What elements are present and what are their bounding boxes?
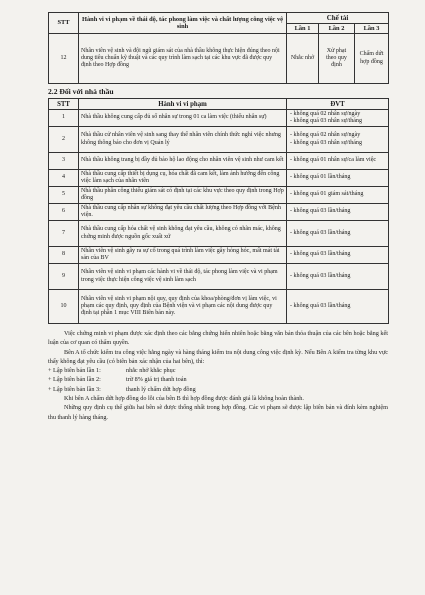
row-stt: 5 (49, 187, 79, 204)
header-time-2: Lần 2 (319, 24, 355, 34)
row-stt: 1 (49, 110, 79, 127)
table-row (49, 170, 389, 187)
table-row (49, 110, 389, 127)
paragraph-agreement: Những quy định cụ thể giữa hai bên sẽ được thống nhất trong hợp đồng. Các vi phạm sẽ được lập biên bản và đính kèm nghiệm thu thanh lý hàng tháng. (48, 404, 388, 421)
table-row (49, 290, 389, 324)
row-unit: - không quá 01 nhân sự/ca làm việc (287, 153, 389, 170)
row-unit: - không quá 03 lần/tháng (287, 290, 389, 324)
row-stt: 9 (49, 264, 79, 290)
paragraph-proof: Việc chứng minh vi phạm được xác định theo các bằng chứng hiển nhiên hoặc bằng văn bản thỏa thuận của các bên hoặc bằng kết luận của cơ quan có thẩm quyền. (48, 330, 388, 347)
table-row (49, 264, 389, 290)
row-stt: 3 (49, 153, 79, 170)
row-unit: - không quá 03 lần/tháng (287, 221, 389, 247)
list-item-value: trừ 8% giá trị thanh toán (126, 376, 187, 384)
header-time-3: Lần 3 (355, 24, 389, 34)
row-stt: 8 (49, 247, 79, 264)
document-page (48, 12, 388, 422)
header-violation: Hành vi vi phạm về thái độ, tác phong làm việc và chất lượng công việc vệ sinh (79, 13, 287, 34)
row-unit: - không quá 02 nhân sự/ngày - không quá 03 nhân sự/tháng (287, 127, 389, 153)
list-item-value: nhắc nhở khắc phục (126, 367, 176, 375)
row-violation: Nhà thầu phân công thiếu giám sát có định tại các khu vực theo quy định trong Hợp đồng (79, 187, 287, 204)
list-item (48, 385, 388, 394)
table-row (49, 153, 389, 170)
row-violation: Nhà thầu không trang bị đầy đủ bảo hộ lao động cho nhân viên vệ sinh như cam kết (79, 153, 287, 170)
penalty-3: Chấm dứt hợp đồng (355, 34, 389, 84)
table-row (49, 127, 389, 153)
header-unit: ĐVT (287, 99, 389, 110)
row-stt: 4 (49, 170, 79, 187)
table-row (49, 204, 389, 221)
list-item-value: thanh lý chấm dứt hợp đồng (126, 385, 196, 393)
penalty-table (48, 12, 389, 84)
list-item-label: + Lập biên bản lần 1: (48, 367, 101, 375)
row-unit: - không quá 01 giám sát/tháng (287, 187, 389, 204)
row-violation: Nhân viên vệ sinh gây ra sự cố trong quá trình làm việc gây hỏng hóc, mất mát tài sản của BV (79, 247, 287, 264)
record-list (48, 366, 388, 394)
row-unit: - không quá 03 lần/tháng (287, 264, 389, 290)
row-violation: Nhà thầu cung cấp nhân sự không đạt yêu cầu chất lượng theo Hợp đồng với Bệnh viện. (79, 204, 287, 221)
table-row (49, 221, 389, 247)
row-stt: 6 (49, 204, 79, 221)
row-violation: Nhà thầu không cung cấp đủ số nhân sự trong 01 ca làm việc (thiếu nhân sự) (79, 110, 287, 127)
table-row (49, 34, 389, 84)
header-time-1: Lần 1 (287, 24, 319, 34)
penalty-1: Nhắc nhở (287, 34, 319, 84)
section-title: 2.2 Đối với nhà thầu (48, 87, 114, 96)
row-violation: Nhân viên vệ sinh vi phạm nội quy, quy định của khoa/phòng/đơn vị làm việc, vi phạm các quy định, quy định của Bệnh viện và vi phạm các nội dung được quy định tại phần 1 mục VIII Biên bản này. (79, 290, 287, 324)
row-unit: - không quá 03 lần/tháng (287, 247, 389, 264)
list-item (48, 375, 388, 384)
row-stt: 12 (49, 34, 79, 84)
header-stt: STT (49, 13, 79, 34)
row-violation: Nhà thầu cung cấp hóa chất vệ sinh không đạt yêu cầu, không có nhãn mác, không chứng minh được nguồn gốc xuất xứ (79, 221, 287, 247)
list-item-label: + Lập biên bản lần 3: (48, 385, 101, 393)
row-unit: - không quá 01 lần/tháng (287, 170, 389, 187)
row-violation: Nhà thầu cung cấp thiết bị dụng cụ, hóa chất đã cam kết, làm ảnh hưởng đến công việc làm sạch của nhân viên (79, 170, 287, 187)
row-unit: - không quá 02 nhân sự/ngày - không quá 03 nhân sự/tháng (287, 110, 389, 127)
contractor-violation-table (48, 98, 389, 324)
body-text (48, 329, 388, 422)
header-stt: STT (49, 99, 79, 110)
row-violation: Nhân viên vệ sinh vi phạm các hành vi về thái độ, tác phong làm việc và vi phạm trong việc thực hiện công việc vệ sinh làm sạch (79, 264, 287, 290)
row-stt: 7 (49, 221, 79, 247)
row-violation: Nhà thầu cử nhân viên vệ sinh sang thay thế nhân viên chính thức nghỉ việc nhưng không thông báo cho đơn vị Quản lý (79, 127, 287, 153)
header-penalty: Chế tài (287, 13, 389, 24)
row-unit: - không quá 03 lần/tháng (287, 204, 389, 221)
list-item (48, 366, 388, 375)
row-stt: 10 (49, 290, 79, 324)
paragraph-termination: Khi bên A chấm dứt hợp đồng do lỗi của bên B thì hợp đồng được đánh giá là không hoàn thành. (64, 395, 304, 403)
table-row (49, 247, 389, 264)
paragraph-inspection: Bên A tổ chức kiểm tra công việc hằng ngày và hàng tháng kiểm tra nội dung công việc định kỳ. Nếu Bên A kiểm tra từng khu vực thấy không đạt yêu cầu (có biên bản xác nhận của hai bên), thì: (48, 348, 388, 365)
header-violation: Hành vi vi phạm (79, 99, 287, 110)
row-stt: 2 (49, 127, 79, 153)
row-desc: Nhân viên vệ sinh và đội ngũ giám sát của nhà thầu không thực hiện đúng theo nội dung tiêu chuẩn kỹ thuật và các quy trình làm sạch tại các khu vực đã được quy định theo Hợp đồng (79, 34, 287, 84)
table-row (49, 187, 389, 204)
penalty-2: Xử phạt theo quy định (319, 34, 355, 84)
list-item-label: + Lập biên bản lần 2: (48, 376, 101, 384)
